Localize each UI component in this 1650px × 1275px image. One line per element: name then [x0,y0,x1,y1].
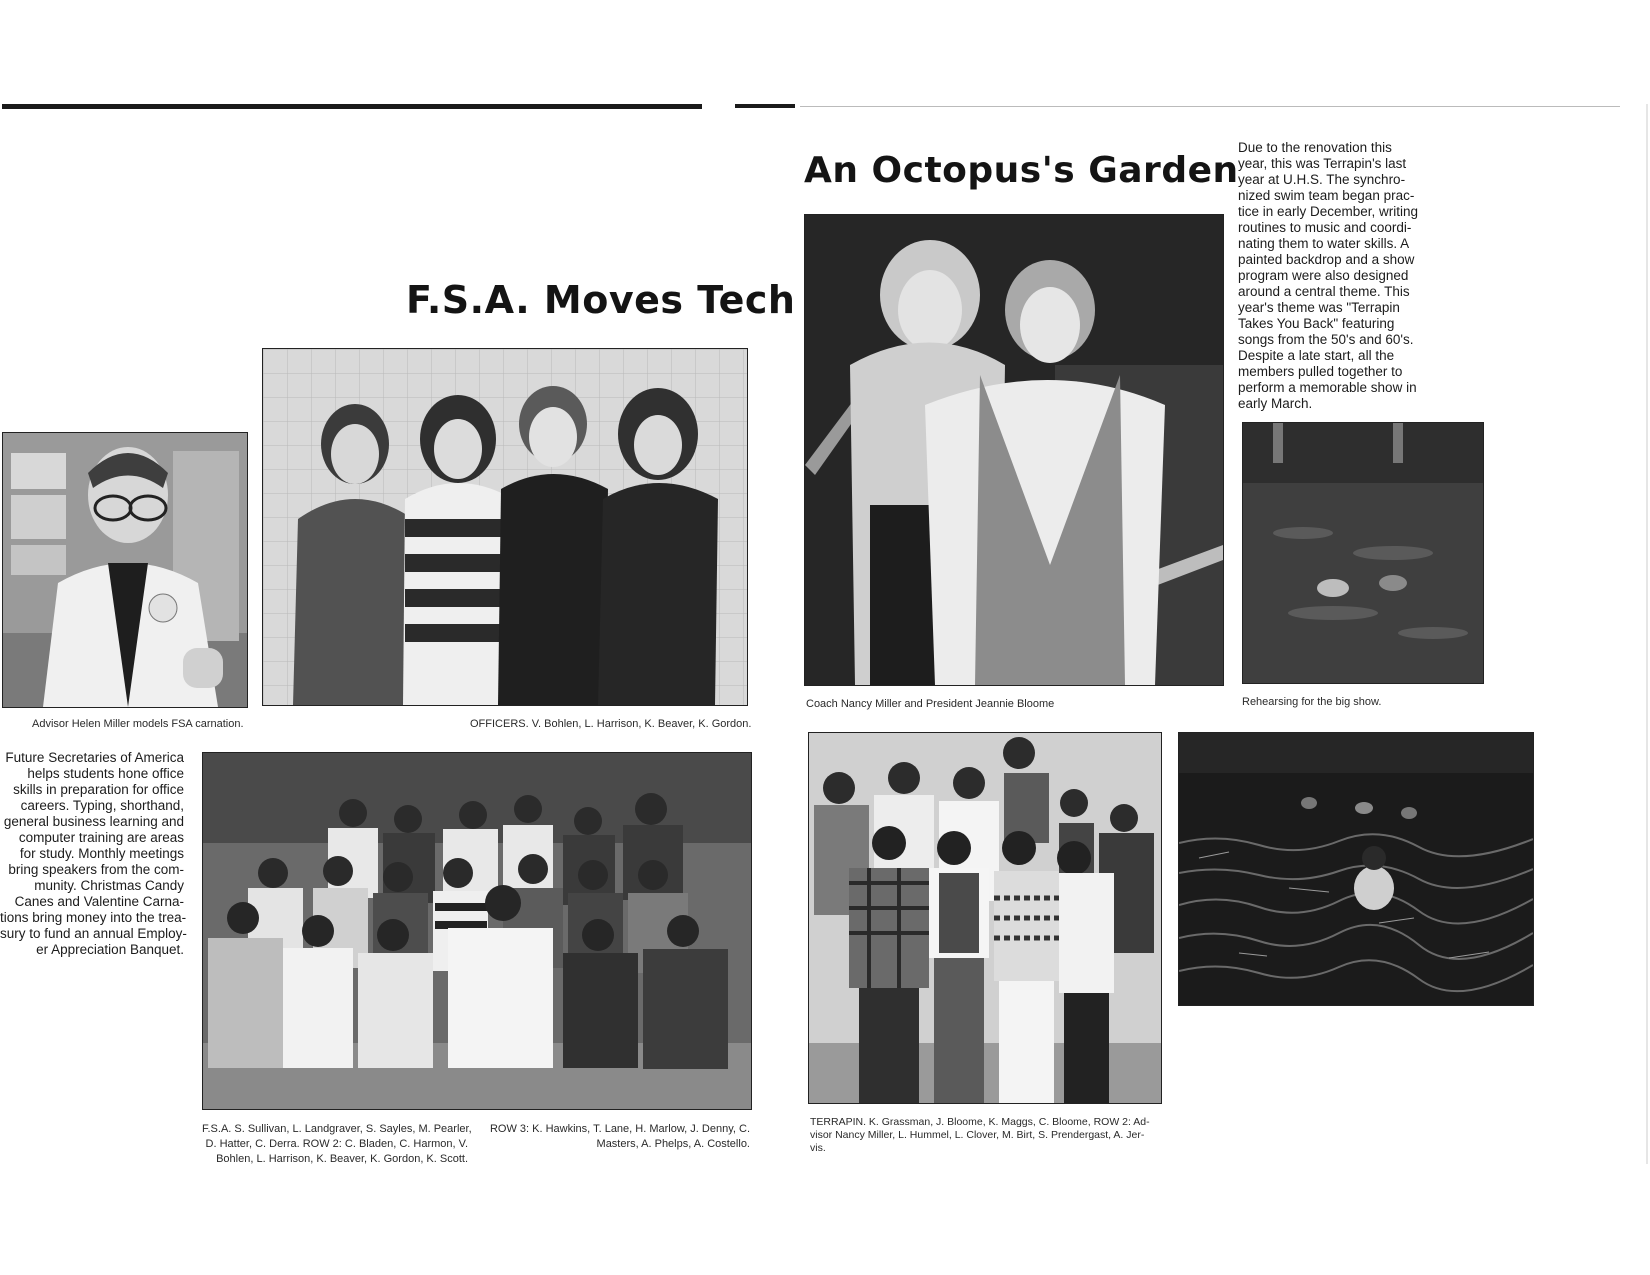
terrapin-group-caption: TERRAPIN. K. Grassman, J. Bloome, K. Maggs, C. Bloome, ROW 2: Ad- visor Nancy Miller, L. Hummel, L. Clover, M. Birt, S. Prendergast, A. Jer- vis. [810,1116,1150,1154]
photo-terrapin-group [808,732,1162,1104]
advisor-caption: Advisor Helen Miller models FSA carnation. [32,718,244,730]
photo-coach-and-president [804,214,1224,686]
photo-fsa-officers [262,348,748,706]
photo-fsa-group [202,752,752,1110]
terrapin-body-text: Due to the renovation this year, this was Terrapin's last year at U.H.S. The synchro- nized swim team began prac- tice in early December, writing routines to music and coordi- nating them to water skills. A painted backdrop and a show program were also designed around a central theme. This year's theme was "Terrapin Takes You Back" featuring songs from the 50's and 60's. Despite a late start, all the members pulled together to perform a memorable show in early March. [1238,140,1419,411]
page-right-edge [1646,104,1648,1164]
rehearsing-caption: Rehearsing for the big show. [1242,696,1382,708]
photo-pool-swimmers [1178,732,1534,1006]
coach-caption: Coach Nancy Miller and President Jeannie Bloome [806,698,1055,710]
photo-rehearsing-swimmers [1242,422,1484,684]
fsa-group-caption-right: ROW 3: K. Hawkins, T. Lane, H. Marlow, J. Denny, C. Masters, A. Phelps, A. Costello. [489,1123,750,1150]
photo-advisor-helen-miller [2,432,248,708]
page-top-rule [0,104,1650,109]
fsa-headline: F.S.A. Moves Tech [406,278,796,322]
officers-caption: OFFICERS. V. Bohlen, L. Harrison, K. Beaver, K. Gordon. [470,718,752,730]
terrapin-headline: An Octopus's Garden [804,150,1239,191]
fsa-body-text: Future Secretaries of America helps students hone office skills in preparation for office careers. Typing, shorthand, general business learning and computer training are areas for study. Monthly meetings bring speakers from the com- munity. Christmas Candy Canes and Valentine Carna- tions bring money into the trea- sury to fund an annual Employ- er Appreciation Banquet. [0,750,187,957]
fsa-group-caption-left: F.S.A. S. Sullivan, L. Landgraver, S. Sayles, M. Pearler, D. Hatter, C. Derra. ROW 2: C. Bladen, C. Harmon, V. Bohlen, L. Harrison, K. Beaver, K. Gordon, K. Scott. [202,1123,472,1165]
